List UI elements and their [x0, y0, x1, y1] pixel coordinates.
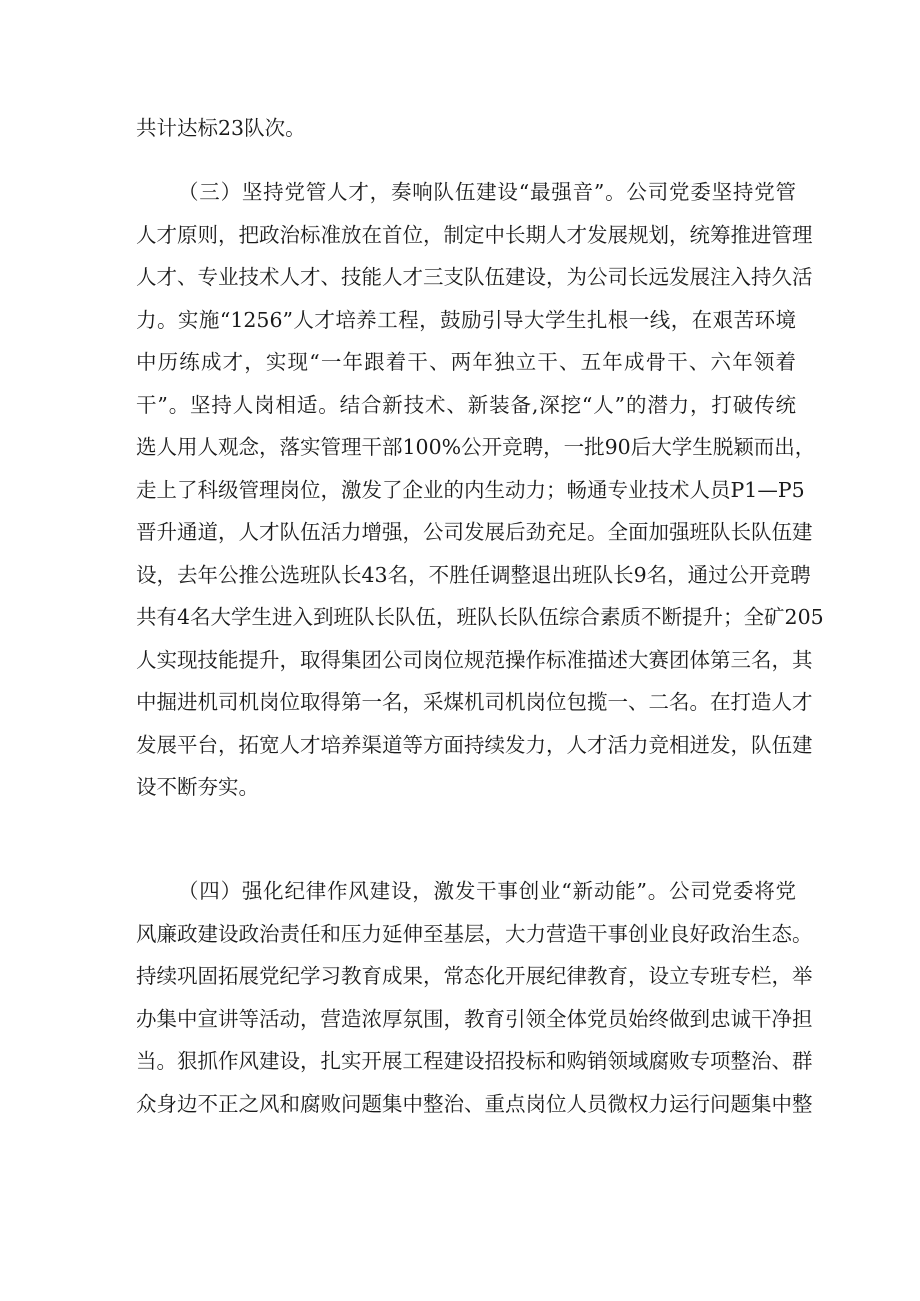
paragraph-line: 人实现技能提升，取得集团公司岗位规范操作标准描述大赛团体第三名，其: [136, 647, 813, 672]
paragraph-line: 力。实施“1256”人才培养工程，鼓励引导大学生扎根一线，在艰苦环境: [136, 307, 796, 332]
paragraph-line: 共计达标23队次。: [136, 116, 306, 140]
paragraph-line: 中历练成才，实现“一年跟着干、两年独立干、五年成骨干、六年领着: [136, 350, 796, 374]
paragraph-line: 发展平台，拓宽人才培养渠道等方面持续发力，人才活力竞相迸发，队伍建: [136, 732, 813, 757]
section-four-paragraph: [136, 870, 813, 1125]
paragraph-line: 选人用人观念，落实管理干部100%公开竞聘，一批90后大学生脱颖而出，: [136, 435, 816, 459]
paragraph-line: 设不断夯实。: [136, 775, 259, 799]
paragraph-line: 众身边不正之风和腐败问题集中整治、重点岗位人员微权力运行问题集中整: [136, 1091, 813, 1116]
paragraph-line: 共有4名大学生进入到班队长队伍，班队长队伍综合素质不断提升；全矿205: [136, 605, 824, 629]
paragraph-line: 人才原则，把政治标准放在首位，制定中长期人才发展规划，统筹推进管理: [136, 222, 813, 247]
paragraph-line: （三）坚持党管人才，奏响队伍建设“最强音”。公司党委坚持党管: [178, 180, 796, 204]
section-three-paragraph: [136, 171, 824, 809]
paragraph-line: 晋升通道，人才队伍活力增强，公司发展后劲充足。全面加强班队长队伍建: [136, 520, 813, 544]
continued-paragraph: [136, 107, 796, 150]
paragraph-line: 中掘进机司机岗位取得第一名，采煤机司机岗位包揽一、二名。在打造人才: [136, 690, 813, 714]
paragraph-line: 走上了科级管理岗位，激发了企业的内生动力；畅通专业技术人员P1—P5: [136, 477, 805, 502]
paragraph-line: 人才、专业技术人才、技能人才三支队伍建设，为公司长远发展注入持久活: [136, 265, 813, 289]
paragraph-line: 办集中宣讲等活动，营造浓厚氛围，教育引领全体党员始终做到忠诚干净担: [136, 1006, 813, 1031]
paragraph-line: 设，去年公推公选班队长43名，不胜任调整退出班队长9名，通过公开竞聘: [136, 562, 811, 587]
paragraph-line: 当。狠抓作风建设，扎实开展工程建设招投标和购销领域腐败专项整治、群: [136, 1049, 813, 1073]
paragraph-line: （四）强化纪律作风建设，激发干事创业“新动能”。公司党委将党: [178, 879, 796, 903]
paragraph-line: 风廉政建设政治责任和压力延伸至基层，大力营造干事创业良好政治生态。: [136, 921, 813, 946]
paragraph-line: 干”。坚持人岗相适。结合新技术、新装备,深挖“人”的潜力，打破传统: [136, 392, 796, 417]
paragraph-line: 持续巩固拓展党纪学习教育成果，常态化开展纪律教育，设立专班专栏，举: [136, 964, 813, 988]
